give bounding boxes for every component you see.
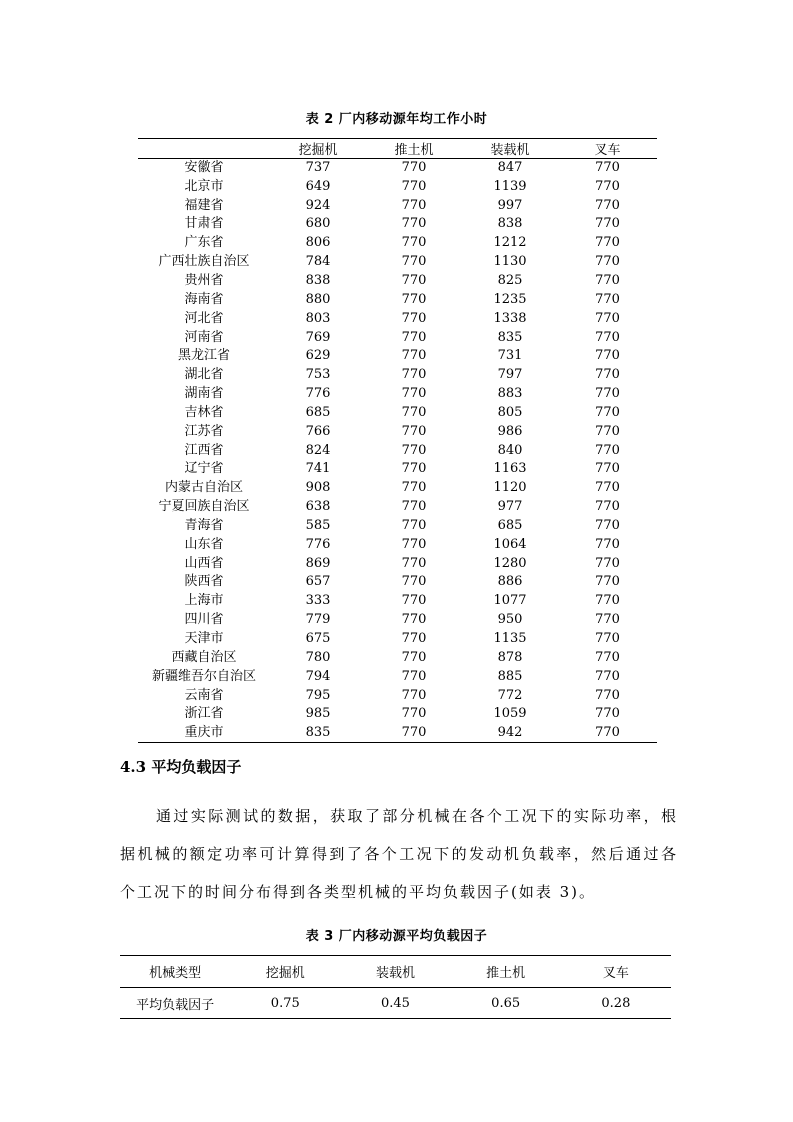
- table-2-region-cell: 辽宁省: [184, 461, 224, 477]
- table-3-cell: 0.65: [451, 988, 561, 1019]
- table-2-value-cell: 770: [401, 348, 427, 364]
- table-3-header-cell: 机械类型: [120, 956, 230, 988]
- table-2-region-cell: 天津市: [184, 631, 224, 647]
- table-2-value-cell: 1139: [493, 178, 527, 194]
- table-2-value-cell: 770: [401, 706, 427, 722]
- table-2-value-cell: 1338: [493, 310, 527, 326]
- table-2-value-cell: 685: [497, 517, 523, 533]
- table-2-value-cell: 770: [401, 649, 427, 665]
- table-2-region-cell: 湖南省: [184, 386, 224, 402]
- section-heading: 4.3 平均负载因子: [120, 758, 242, 776]
- table-2-region-cell: 四川省: [184, 612, 224, 628]
- table-2-row: [138, 554, 657, 573]
- table-2-value-cell: 770: [401, 593, 427, 609]
- table-2-value-cell: 770: [595, 480, 620, 496]
- table-2-region-cell: 河北省: [184, 310, 224, 326]
- table-3-header-cell: 装载机: [340, 956, 450, 988]
- table-2-region-cell: 江西省: [184, 442, 224, 458]
- table-2-row: [138, 366, 657, 385]
- table-2-value-cell: 770: [595, 178, 620, 194]
- table-2-value-cell: 779: [305, 612, 331, 628]
- table-2-row: [138, 648, 657, 667]
- table-2-value-cell: 657: [305, 574, 331, 590]
- table-2-value-cell: 675: [305, 631, 331, 647]
- table-2-value-cell: 1235: [493, 291, 527, 307]
- table-2-value-cell: 770: [595, 386, 620, 402]
- table-2-region-cell: 吉林省: [184, 404, 224, 420]
- table-2-row: [138, 724, 657, 743]
- table-2-value-cell: 770: [366, 724, 462, 743]
- table-2-value-cell: 770: [595, 706, 620, 722]
- table-2-row: [138, 422, 657, 441]
- table-3-header-cell: 推土机: [451, 956, 561, 988]
- table-2-value-cell: 770: [401, 536, 427, 552]
- table-2-row: [138, 385, 657, 404]
- table-2-region-cell: 浙江省: [184, 706, 224, 722]
- table-2-row: [138, 309, 657, 328]
- table-2-value-cell: 731: [497, 348, 523, 364]
- table-2-row: [138, 705, 657, 724]
- table-2-value-cell: 770: [595, 555, 620, 571]
- table-2-value-cell: 770: [595, 329, 620, 345]
- table-2-value-cell: 770: [595, 423, 620, 439]
- table-2-region-cell: 重庆市: [138, 724, 270, 743]
- table-2-value-cell: 770: [595, 367, 620, 383]
- table-2-value-cell: 770: [595, 216, 620, 232]
- table-2-row: [138, 686, 657, 705]
- table-2-value-cell: 770: [595, 160, 620, 176]
- table-2-row: [138, 253, 657, 272]
- table-2-value-cell: 784: [305, 254, 331, 270]
- table-2-value-cell: 985: [305, 706, 331, 722]
- table-2-value-cell: 1280: [493, 555, 527, 571]
- table-3-cell: 0.75: [230, 988, 340, 1019]
- table-2-value-cell: 770: [401, 404, 427, 420]
- table-2-value-cell: 770: [595, 593, 620, 609]
- table-2-row: [138, 347, 657, 366]
- table-2-value-cell: 869: [305, 555, 331, 571]
- table-3: [120, 955, 671, 1019]
- table-2-value-cell: 770: [595, 499, 620, 515]
- table-2-value-cell: 997: [497, 197, 523, 213]
- table-2-region-cell: 安徽省: [184, 160, 224, 176]
- table-2-row: [138, 234, 657, 253]
- table-2-value-cell: 776: [305, 386, 331, 402]
- table-2-value-cell: 770: [595, 310, 620, 326]
- table-2-value-cell: 770: [595, 668, 620, 684]
- table-2-value-cell: 847: [497, 160, 523, 176]
- table-2-value-cell: 770: [595, 517, 620, 533]
- table-2-value-cell: 878: [497, 649, 523, 665]
- table-2-value-cell: 638: [305, 499, 331, 515]
- table-2-value-cell: 770: [401, 254, 427, 270]
- table-3-header-row: [120, 956, 671, 988]
- table-2-value-cell: 942: [462, 724, 558, 743]
- table-2-value-cell: 770: [401, 423, 427, 439]
- table-2-value-cell: 770: [401, 631, 427, 647]
- table-2-value-cell: 838: [305, 272, 331, 288]
- table-3-caption: 表 3 厂内移动源平均负载因子: [305, 929, 488, 944]
- table-2-value-cell: 805: [497, 404, 523, 420]
- table-2-region-cell: 新疆维吾尔自治区: [151, 668, 256, 684]
- table-2-region-cell: 河南省: [184, 329, 224, 345]
- table-2: [138, 138, 657, 743]
- table-2-value-cell: 770: [401, 235, 427, 251]
- table-2-row: [138, 403, 657, 422]
- table-2-value-cell: 741: [305, 461, 331, 477]
- table-2-value-cell: 880: [305, 291, 331, 307]
- table-2-value-cell: 769: [305, 329, 331, 345]
- table-2-value-cell: 806: [305, 235, 331, 251]
- table-2-value-cell: 794: [305, 668, 331, 684]
- table-2-value-cell: 780: [305, 649, 331, 665]
- table-2-value-cell: 835: [497, 329, 523, 345]
- table-2-row: [138, 290, 657, 309]
- table-2-value-cell: 649: [305, 178, 331, 194]
- body-paragraph: 通过实际测试的数据，获取了部分机械在各个工况下的实际功率，根据机械的额定功率可计算得到了各个工况下的发动机负载率，然后通过各个工况下的时间分布得到各类型机械的平均负载因子(如表 3)。: [120, 807, 678, 901]
- table-2-value-cell: 770: [558, 724, 657, 743]
- table-3-cell: 0.45: [340, 988, 450, 1019]
- table-2-row: [138, 215, 657, 234]
- table-2-row: [138, 517, 657, 536]
- table-2-value-cell: 737: [305, 160, 331, 176]
- table-2-value-cell: 883: [497, 386, 523, 402]
- table-2-row: [138, 328, 657, 347]
- table-2-value-cell: 772: [497, 687, 523, 703]
- table-2-region-cell: 黑龙江省: [177, 348, 230, 364]
- table-2-row: [138, 460, 657, 479]
- table-2-region-cell: 内蒙古自治区: [164, 480, 243, 496]
- table-2-header-cell: [138, 139, 270, 159]
- table-2-row: [138, 535, 657, 554]
- table-2-region-cell: 宁夏回族自治区: [158, 499, 250, 515]
- table-2-caption: 表 2 厂内移动源年均工作小时: [305, 112, 488, 127]
- table-2-value-cell: 840: [497, 442, 523, 458]
- table-2-value-cell: 770: [595, 404, 620, 420]
- table-2-value-cell: 770: [595, 197, 620, 213]
- table-2-value-cell: 1077: [493, 593, 527, 609]
- table-2-value-cell: 770: [401, 480, 427, 496]
- table-2-row: [138, 196, 657, 215]
- table-2-value-cell: 1135: [493, 631, 527, 647]
- table-2-row: [138, 441, 657, 460]
- table-2-value-cell: 986: [497, 423, 523, 439]
- table-2-value-cell: 680: [305, 216, 331, 232]
- table-2-value-cell: 885: [497, 668, 523, 684]
- table-2-value-cell: 770: [401, 574, 427, 590]
- table-2-value-cell: 770: [401, 197, 427, 213]
- table-2-value-cell: 886: [497, 574, 523, 590]
- table-2-value-cell: 770: [595, 291, 620, 307]
- table-2-region-cell: 西藏自治区: [171, 649, 237, 665]
- table-2-value-cell: 977: [497, 499, 523, 515]
- table-2-value-cell: 1064: [493, 536, 527, 552]
- table-2-value-cell: 924: [305, 197, 331, 213]
- table-2-value-cell: 770: [401, 668, 427, 684]
- table-2-row: [138, 592, 657, 611]
- table-2-row: [138, 177, 657, 196]
- table-2-value-cell: 825: [497, 272, 523, 288]
- table-2-value-cell: 950: [497, 612, 523, 628]
- table-2-value-cell: 770: [401, 272, 427, 288]
- table-2-region-cell: 海南省: [184, 291, 224, 307]
- table-3-cell: 平均负载因子: [120, 988, 230, 1019]
- table-2-row: [138, 573, 657, 592]
- table-2-value-cell: 803: [305, 310, 331, 326]
- table-2-region-cell: 甘肃省: [184, 216, 224, 232]
- table-2-value-cell: 753: [305, 367, 331, 383]
- table-3-header-cell: 叉车: [561, 956, 671, 988]
- table-2-value-cell: 770: [401, 160, 427, 176]
- table-2-row: [138, 611, 657, 630]
- table-2-value-cell: 1120: [493, 480, 527, 496]
- table-2-value-cell: 766: [305, 423, 331, 439]
- table-2-value-cell: 770: [595, 536, 620, 552]
- table-2-value-cell: 770: [401, 499, 427, 515]
- table-2-value-cell: 770: [401, 178, 427, 194]
- table-3-cell: 0.28: [561, 988, 671, 1019]
- table-2-value-cell: 770: [401, 216, 427, 232]
- table-2-row: [138, 479, 657, 498]
- table-2-value-cell: 770: [401, 329, 427, 345]
- table-2-value-cell: 838: [497, 216, 523, 232]
- table-2-value-cell: 770: [401, 291, 427, 307]
- table-2-value-cell: 835: [270, 724, 366, 743]
- table-3-row: [120, 988, 671, 1019]
- table-2-header-cell: 挖掘机: [270, 139, 366, 159]
- table-2-value-cell: 1059: [493, 706, 527, 722]
- table-2-value-cell: 629: [305, 348, 331, 364]
- table-2-region-cell: 云南省: [184, 687, 224, 703]
- table-2-region-cell: 上海市: [184, 593, 224, 609]
- table-2-value-cell: 770: [401, 386, 427, 402]
- table-2-row: [138, 159, 657, 178]
- table-2-value-cell: 770: [595, 254, 620, 270]
- table-2-value-cell: 770: [595, 631, 620, 647]
- table-2-value-cell: 908: [305, 480, 331, 496]
- table-2-region-cell: 湖北省: [184, 367, 224, 383]
- table-2-value-cell: 770: [401, 310, 427, 326]
- table-2-value-cell: 770: [595, 442, 620, 458]
- table-2-value-cell: 770: [401, 367, 427, 383]
- table-2-value-cell: 770: [401, 517, 427, 533]
- table-2-region-cell: 陕西省: [184, 574, 224, 590]
- table-2-header-row: [138, 139, 657, 159]
- table-2-row: [138, 667, 657, 686]
- table-2-value-cell: 1163: [493, 461, 527, 477]
- table-2-value-cell: 585: [305, 517, 331, 533]
- table-2-region-cell: 山东省: [184, 536, 224, 552]
- table-2-value-cell: 770: [595, 461, 620, 477]
- table-2-value-cell: 685: [305, 404, 331, 420]
- table-2-value-cell: 770: [595, 272, 620, 288]
- table-2-value-cell: 824: [305, 442, 331, 458]
- table-2-value-cell: 1130: [493, 254, 527, 270]
- table-2-region-cell: 福建省: [184, 197, 224, 213]
- table-2-row: [138, 630, 657, 649]
- table-2-value-cell: 795: [305, 687, 331, 703]
- table-2-value-cell: 333: [305, 593, 331, 609]
- table-2-value-cell: 770: [595, 687, 620, 703]
- table-2-region-cell: 贵州省: [184, 272, 224, 288]
- table-2-value-cell: 770: [401, 555, 427, 571]
- table-2-region-cell: 广西壮族自治区: [158, 254, 250, 270]
- table-2-value-cell: 776: [305, 536, 331, 552]
- table-2-region-cell: 青海省: [184, 517, 224, 533]
- table-2-value-cell: 797: [497, 367, 523, 383]
- table-2-region-cell: 山西省: [184, 555, 224, 571]
- table-2-value-cell: 770: [401, 687, 427, 703]
- table-2-header-cell: 推土机: [366, 139, 462, 159]
- table-2-region-cell: 广东省: [184, 235, 224, 251]
- table-2-value-cell: 770: [595, 612, 620, 628]
- table-2-region-cell: 北京市: [184, 178, 224, 194]
- table-2-value-cell: 770: [401, 442, 427, 458]
- table-2-row: [138, 498, 657, 517]
- table-2-value-cell: 770: [595, 348, 620, 364]
- table-2-header-cell: 叉车: [558, 139, 657, 159]
- table-2-row: [138, 272, 657, 291]
- table-2-value-cell: 770: [595, 235, 620, 251]
- table-2-value-cell: 1212: [493, 235, 527, 251]
- table-2-value-cell: 770: [401, 612, 427, 628]
- table-2-value-cell: 770: [401, 461, 427, 477]
- table-3-header-cell: 挖掘机: [230, 956, 340, 988]
- table-2-region-cell: 江苏省: [184, 423, 224, 439]
- table-2-value-cell: 770: [595, 574, 620, 590]
- table-2-header-cell: 装载机: [462, 139, 558, 159]
- table-2-value-cell: 770: [595, 649, 620, 665]
